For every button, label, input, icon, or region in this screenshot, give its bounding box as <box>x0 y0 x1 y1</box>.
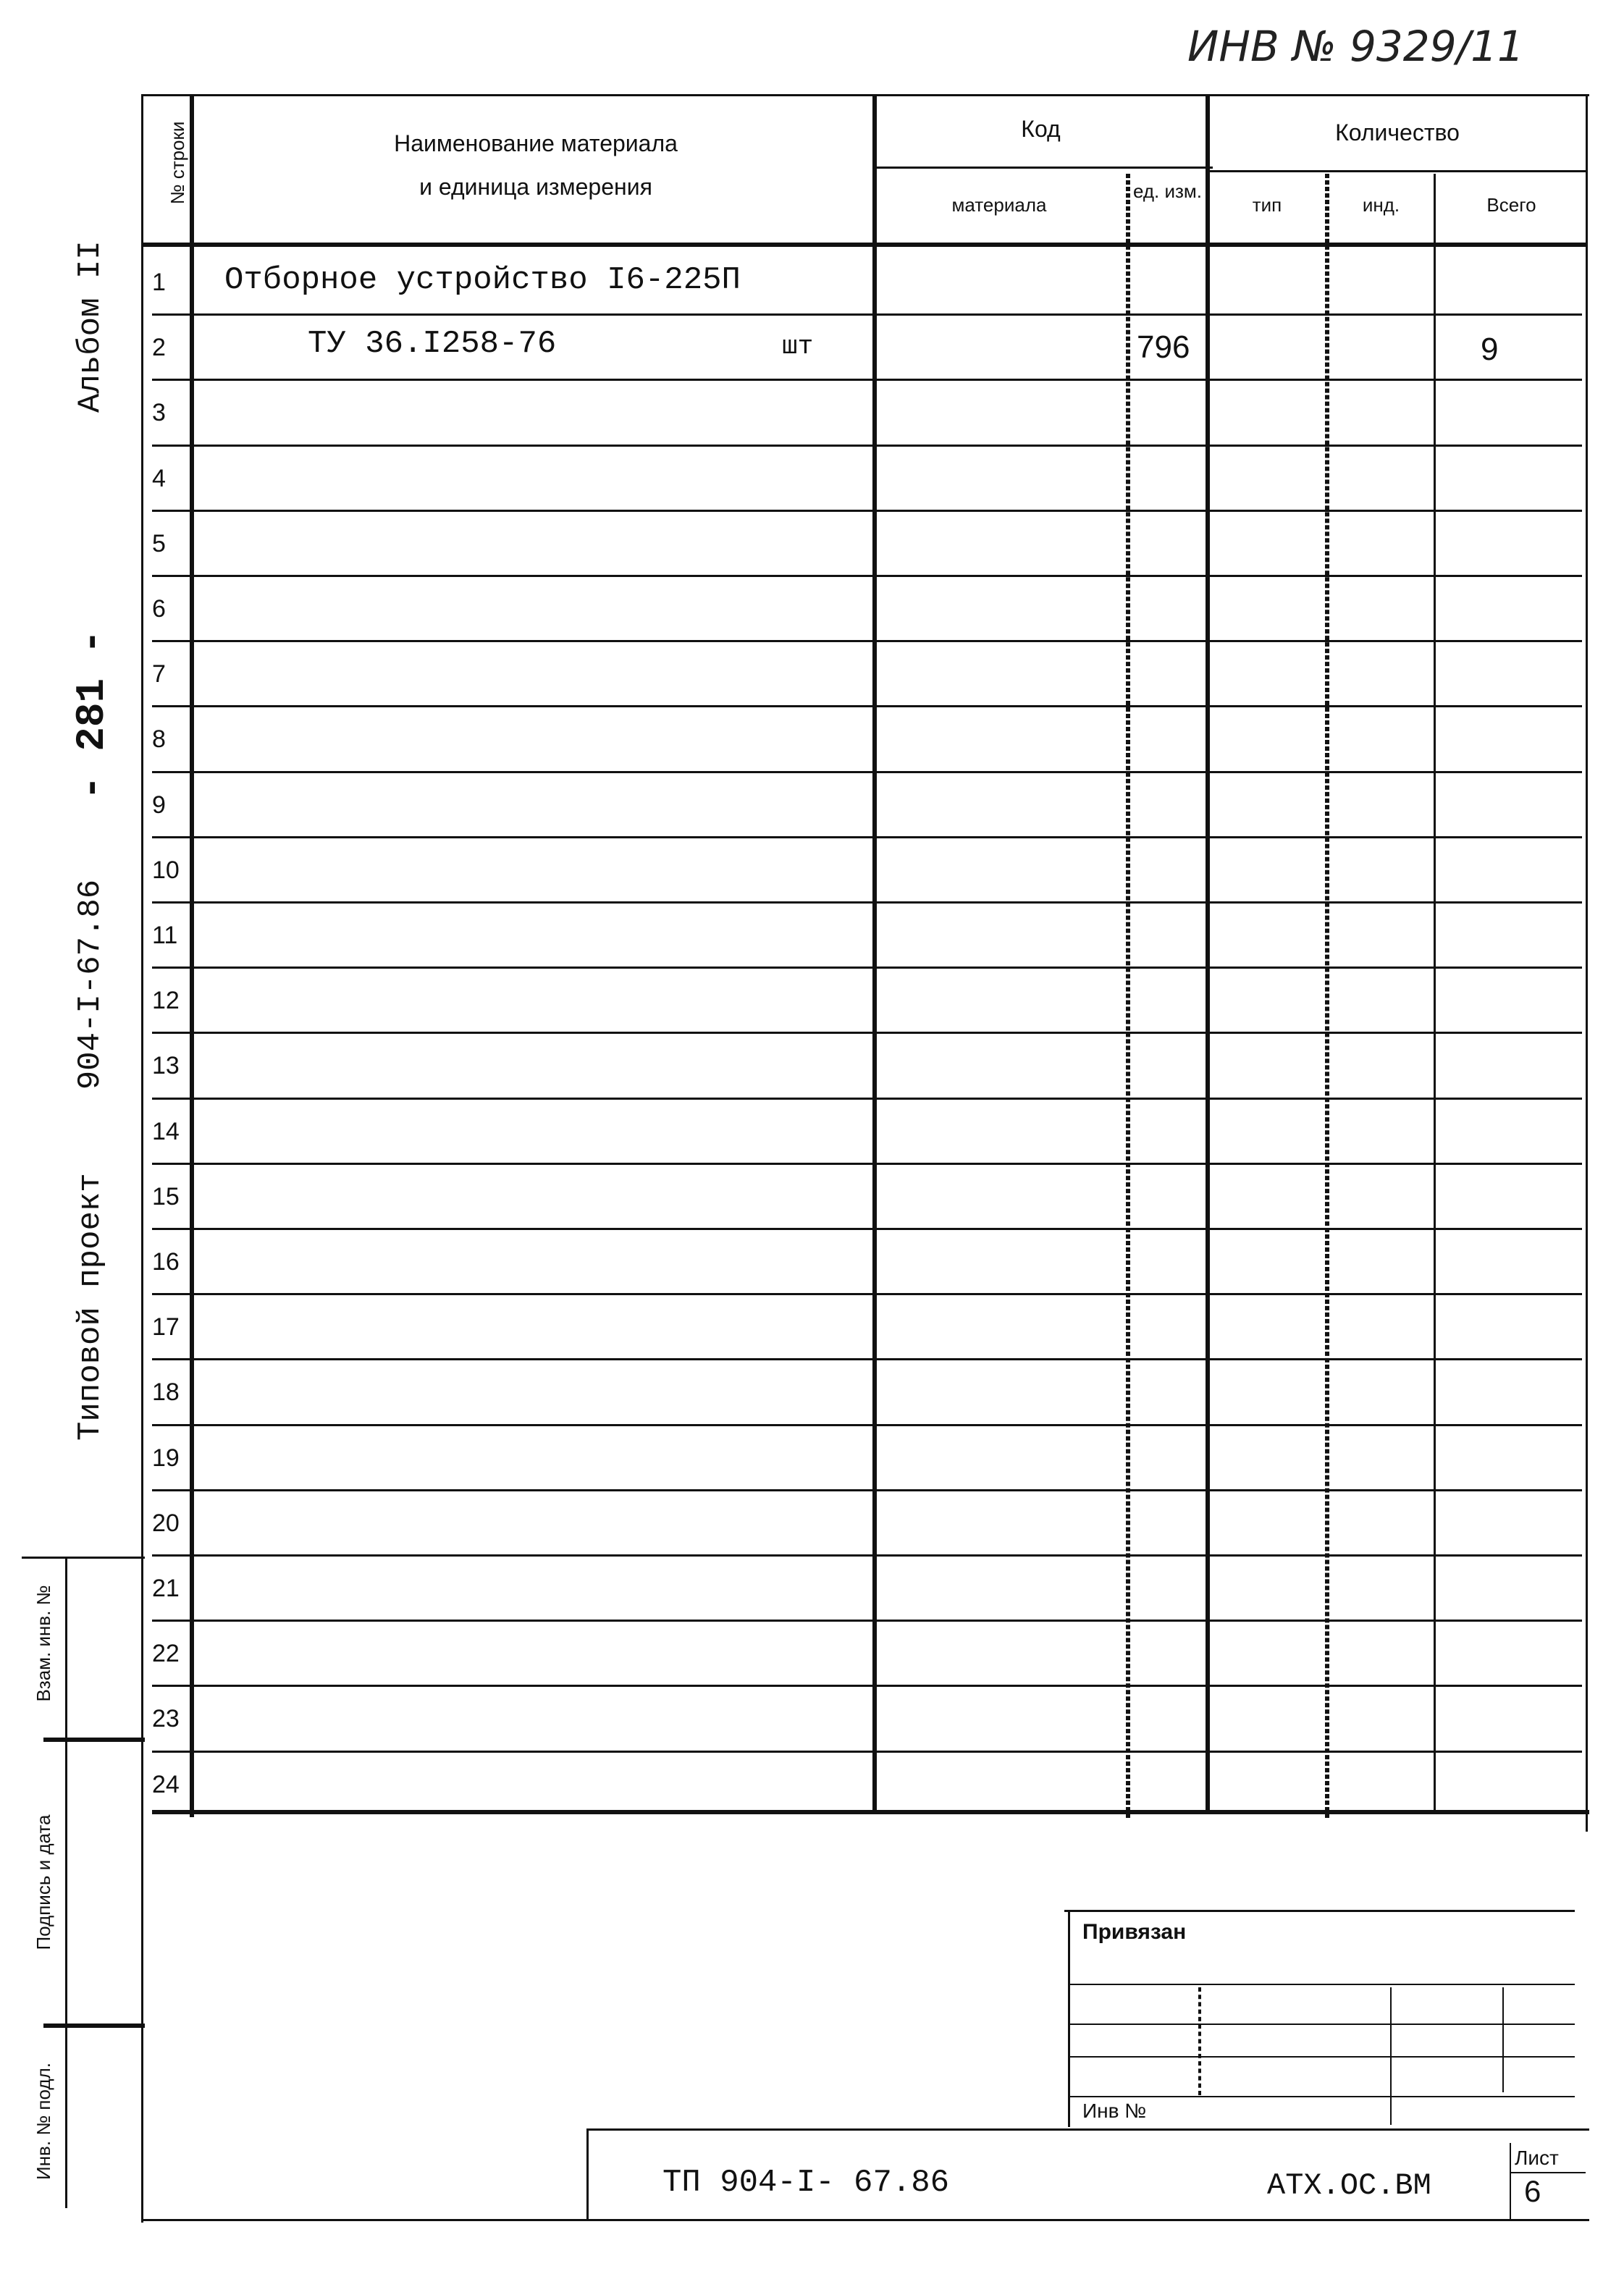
row-separator <box>152 1424 1582 1426</box>
bound-col-line <box>1502 1987 1504 2092</box>
frame-right <box>1586 94 1588 1832</box>
col-sep-ind <box>1434 174 1436 1814</box>
row-number: 10 <box>152 856 180 884</box>
row-number: 11 <box>152 922 178 949</box>
row-separator <box>152 1098 1582 1100</box>
col-sep-code-unit <box>1126 174 1130 1818</box>
row2-name: ТУ 36.I258-76 <box>308 326 557 362</box>
row-number: 13 <box>152 1052 180 1080</box>
stamp-inv-original: Инв. № подл. <box>33 2063 54 2180</box>
row2-total: 9 <box>1481 332 1499 367</box>
stamp-replace-inv: Взам. инв. № <box>33 1585 54 1702</box>
row-number: 7 <box>152 660 166 688</box>
sheet-label: Лист <box>1515 2147 1559 2169</box>
row-number: 20 <box>152 1509 180 1537</box>
row-number: 6 <box>152 595 166 623</box>
row-number: 16 <box>152 1248 180 1276</box>
row-number: 21 <box>152 1575 180 1602</box>
row-separator <box>152 901 1582 904</box>
row-separator <box>152 379 1582 381</box>
row-number: 18 <box>152 1378 180 1407</box>
row-separator <box>152 1293 1582 1295</box>
row-number: 3 <box>152 399 166 427</box>
album-label: Альбом II <box>72 240 109 413</box>
bound-row-line <box>1068 2096 1575 2097</box>
frame-bottom <box>141 2219 1589 2221</box>
frame-top <box>141 94 1589 96</box>
row-number: 19 <box>152 1444 180 1472</box>
row-separator <box>152 640 1582 642</box>
col-sep-type <box>1325 174 1329 1818</box>
row-number: 23 <box>152 1705 180 1733</box>
bound-row-line <box>1068 2056 1575 2058</box>
row2-code-unit: 796 <box>1137 329 1190 365</box>
row-number: 2 <box>152 334 166 362</box>
bound-col-line <box>1198 1987 1201 2095</box>
row-number: 22 <box>152 1640 180 1668</box>
row-separator <box>152 313 1582 316</box>
bound-box-top <box>1064 1910 1575 1912</box>
row-number: 8 <box>152 725 166 754</box>
row1-name: Отборное устройство I6-225П <box>224 262 741 298</box>
header-code-unit: ед. изм. <box>1132 180 1203 202</box>
header-qty-type: тип <box>1252 194 1282 216</box>
header-code: Код <box>1021 116 1061 142</box>
project-type: Типовой проект <box>72 1173 109 1441</box>
row-separator <box>152 967 1582 969</box>
row-number: 12 <box>152 987 180 1015</box>
row2-unit: шт <box>782 332 814 361</box>
header-qty-total: Всего <box>1486 194 1536 216</box>
row-separator <box>152 575 1582 577</box>
stamp-strip-border <box>65 1557 67 2208</box>
table-bottom <box>152 1810 1589 1814</box>
footer-doc-code: ТП 904-I- 67.86 <box>662 2165 950 2201</box>
header-bottom <box>141 243 1586 247</box>
sheet-number: 6 <box>1524 2174 1541 2208</box>
bound-row-line <box>1068 2024 1575 2025</box>
stamp-divider <box>43 1738 145 1742</box>
qty-header-split <box>1206 170 1586 172</box>
frame-left <box>141 94 143 2223</box>
header-quantity: Количество <box>1335 119 1460 146</box>
header-row-number: № строки <box>167 121 188 205</box>
row-separator <box>152 1228 1582 1230</box>
row-separator <box>152 1620 1582 1622</box>
code-header-split <box>872 167 1213 169</box>
row-separator <box>152 1358 1582 1360</box>
row-number: 14 <box>152 1117 180 1145</box>
row-separator <box>152 705 1582 707</box>
bound-row-line <box>1068 1984 1575 1985</box>
row-separator <box>152 1554 1582 1557</box>
header-qty-ind: инд. <box>1362 194 1400 216</box>
header-name-line2: и единица измерения <box>419 174 652 200</box>
row-number: 1 <box>152 269 166 296</box>
row-number: 24 <box>152 1770 180 1798</box>
row-number: 17 <box>152 1313 180 1342</box>
page-marker: - 281 - <box>69 629 115 800</box>
row-number: 4 <box>152 464 166 492</box>
inventory-note: ИНВ № 9329/11 <box>1187 22 1524 71</box>
row-separator <box>152 771 1582 773</box>
row-separator <box>152 1163 1582 1165</box>
row-separator <box>152 510 1582 512</box>
row-number: 5 <box>152 529 166 557</box>
row-separator <box>152 1032 1582 1034</box>
sheet-box-split <box>1510 2172 1586 2173</box>
bound-inv-label: Инв № <box>1082 2100 1147 2122</box>
project-code: 904-I-67.86 <box>72 879 109 1090</box>
footer-left <box>586 2128 589 2219</box>
row-separator <box>152 1751 1582 1753</box>
row-separator <box>152 445 1582 447</box>
row-separator <box>152 1685 1582 1687</box>
header-name-line1: Наименование материала <box>394 130 678 156</box>
bound-label: Привязан <box>1082 1920 1187 1944</box>
bound-box-left <box>1068 1910 1070 2127</box>
sheet-box-left <box>1510 2143 1511 2219</box>
row-separator <box>152 836 1582 838</box>
row-separator <box>152 1489 1582 1491</box>
row-number: 15 <box>152 1182 180 1210</box>
row-number: 9 <box>152 791 166 819</box>
stamp-signature-date: Подпись и дата <box>33 1814 54 1950</box>
footer-top <box>586 2128 1589 2131</box>
footer-mark: АТХ.ОС.ВМ <box>1267 2168 1431 2203</box>
header-code-material: материала <box>951 194 1047 216</box>
bound-col-line <box>1390 1987 1392 2125</box>
